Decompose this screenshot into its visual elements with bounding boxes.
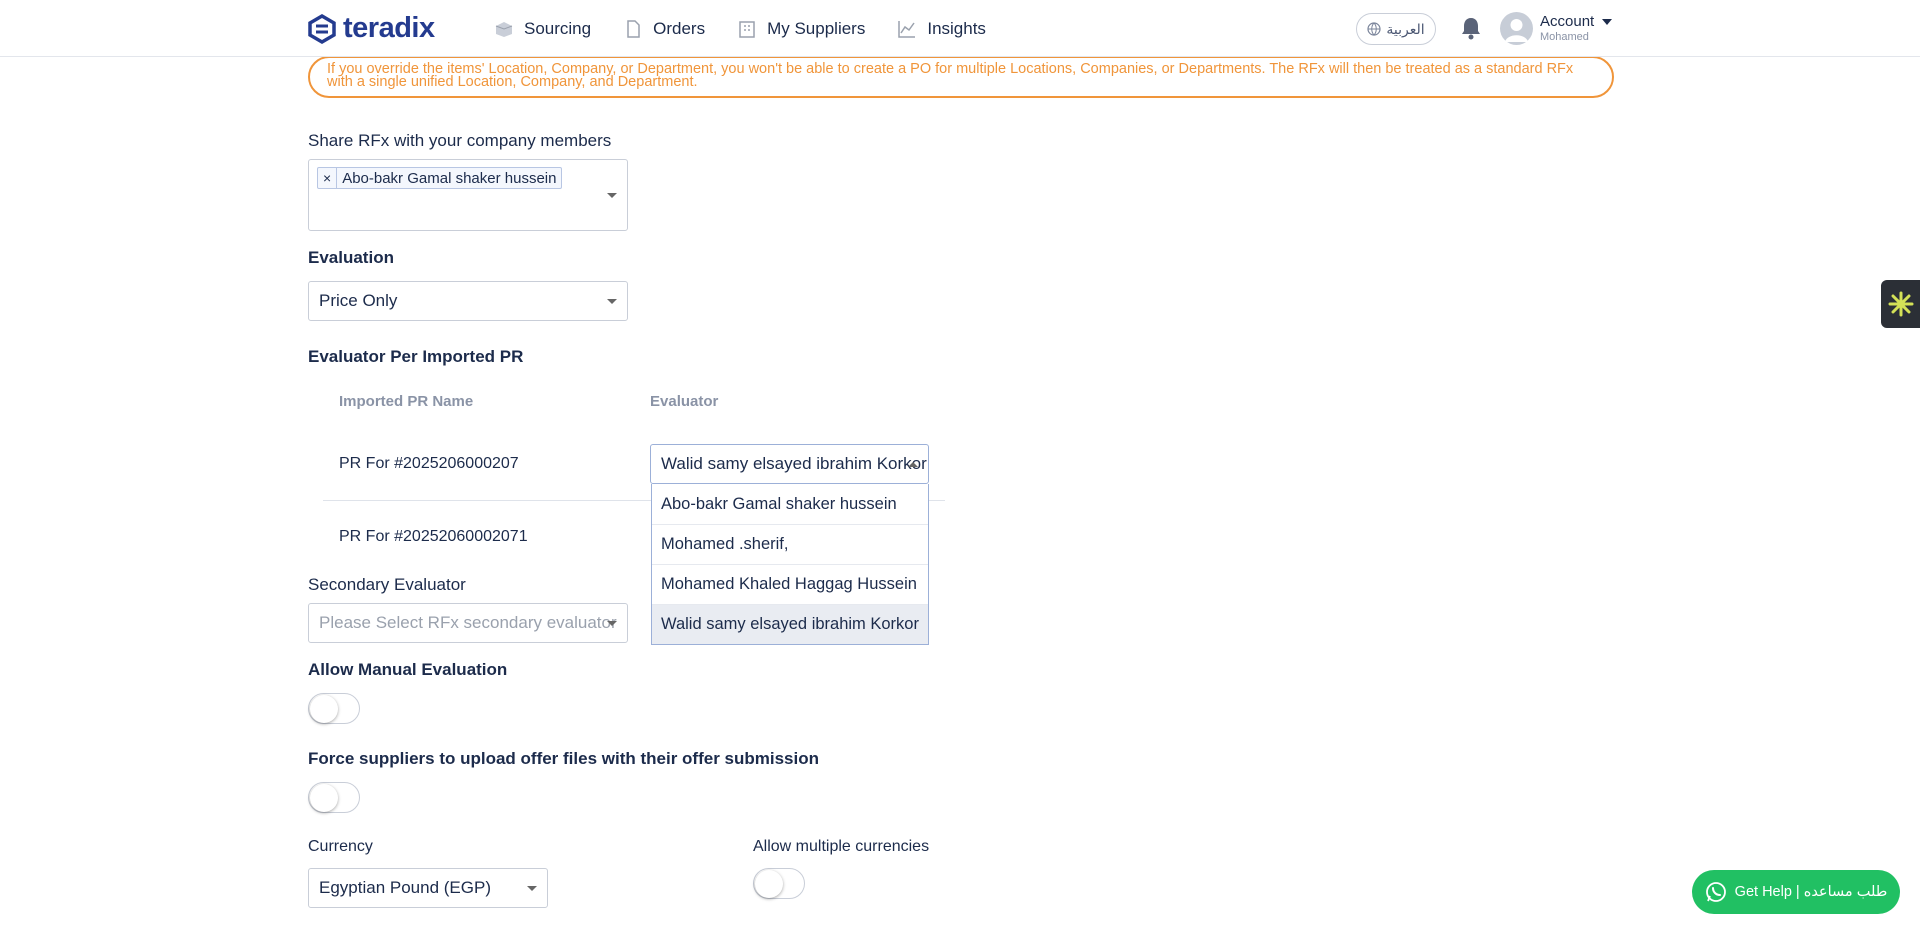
box-icon [494, 19, 514, 39]
avatar[interactable] [1500, 12, 1533, 45]
currency-label: Currency [308, 838, 373, 855]
notification-bell-icon[interactable] [1460, 16, 1482, 40]
evaluator-dropdown-list [651, 484, 929, 645]
secondary-evaluator-placeholder: Please Select RFx secondary evaluator [319, 613, 617, 632]
toggle-knob [310, 695, 338, 723]
force-upload-toggle[interactable] [308, 782, 360, 813]
column-header-evaluator: Evaluator [650, 393, 719, 410]
chevron-down-icon [607, 193, 617, 198]
chevron-down-icon [527, 886, 537, 891]
nav-my-suppliers[interactable] [721, 0, 881, 57]
toggle-knob [310, 784, 338, 812]
top-navbar [0, 0, 1920, 57]
pr-name-cell: PR For #20252060002071 [339, 528, 528, 545]
multiple-currencies-toggle[interactable] [753, 868, 805, 899]
account-label-row [1540, 13, 1612, 30]
whatsapp-icon [1705, 881, 1727, 903]
manual-evaluation-toggle[interactable] [308, 693, 360, 724]
nav-insights-label: Insights [927, 18, 986, 38]
member-tag-label: Abo-bakr Gamal shaker hussein [342, 169, 557, 187]
nav-orders-label: Orders [653, 18, 706, 38]
nav-orders[interactable] [607, 0, 721, 57]
chevron-up-icon [908, 462, 918, 467]
sparkle-icon [1888, 291, 1914, 317]
multiple-currencies-label: Allow multiple currencies [753, 838, 930, 855]
toggle-knob [755, 870, 783, 898]
language-label: العربية [1386, 20, 1425, 37]
nav-insights[interactable] [881, 0, 1002, 57]
brand-name: teradix [343, 12, 435, 44]
chevron-down-icon [607, 621, 617, 626]
force-upload-label: Force suppliers to upload offer files with their offer submission [308, 749, 820, 768]
chevron-down-icon [607, 299, 617, 304]
share-rfx-label: Share RFx with your company members [308, 131, 612, 150]
secondary-evaluator-select[interactable] [308, 603, 628, 643]
evaluation-label: Evaluation [308, 248, 394, 267]
currency-select[interactable] [308, 868, 548, 908]
share-members-select[interactable] [308, 159, 628, 231]
dropdown-option[interactable]: Mohamed .sherif, [652, 524, 928, 564]
get-help-label: Get Help | طلب مساعده [1734, 884, 1888, 900]
nav-sourcing[interactable] [478, 0, 607, 57]
manual-evaluation-label: Allow Manual Evaluation [308, 660, 508, 679]
dropdown-option[interactable]: Mohamed Khaled Haggag Hussein [652, 564, 928, 604]
evaluator-select[interactable] [650, 444, 929, 484]
teradix-logo-icon [307, 14, 337, 44]
evaluator-value: Walid samy elsayed ibrahim Korkor [661, 454, 927, 473]
member-tag [317, 167, 562, 189]
main-nav [478, 0, 1002, 57]
account-menu[interactable] [1540, 13, 1612, 43]
chevron-down-icon [1602, 19, 1612, 25]
nav-my-suppliers-label: My Suppliers [767, 18, 866, 38]
currency-value: Egyptian Pound (EGP) [319, 878, 491, 897]
language-toggle-button[interactable] [1356, 13, 1436, 45]
account-username: Mohamed [1540, 31, 1589, 43]
evaluator-per-pr-label: Evaluator Per Imported PR [308, 347, 524, 366]
column-header-pr-name: Imported PR Name [339, 393, 474, 410]
user-avatar-icon [1500, 12, 1533, 45]
globe-icon [1367, 22, 1381, 36]
dropdown-option[interactable]: Abo-bakr Gamal shaker hussein [661, 494, 897, 513]
secondary-evaluator-label: Secondary Evaluator [308, 575, 466, 594]
chart-icon [897, 19, 917, 39]
remove-tag-button[interactable]: × [318, 168, 337, 188]
side-widget-button[interactable] [1881, 280, 1920, 328]
building-icon [737, 19, 757, 39]
evaluation-select[interactable] [308, 281, 628, 321]
nav-sourcing-label: Sourcing [524, 18, 592, 38]
account-label: Account [1540, 13, 1595, 30]
evaluation-value: Price Only [319, 291, 398, 310]
get-help-button[interactable] [1692, 870, 1900, 914]
override-warning-notice: If you override the items' Location, Company, or Department, you won't be able to create a PO for multiple Locations, Companies, or Departments. The RFx will then be treated as a standard RFx with a single unified Location, Company, and Department. [308, 56, 1614, 98]
document-icon [623, 19, 643, 39]
teradix-logo[interactable] [307, 12, 435, 45]
pr-name-cell: PR For #2025206000207 [339, 455, 519, 472]
dropdown-option-selected[interactable]: Walid samy elsayed ibrahim Korkor [652, 604, 928, 644]
